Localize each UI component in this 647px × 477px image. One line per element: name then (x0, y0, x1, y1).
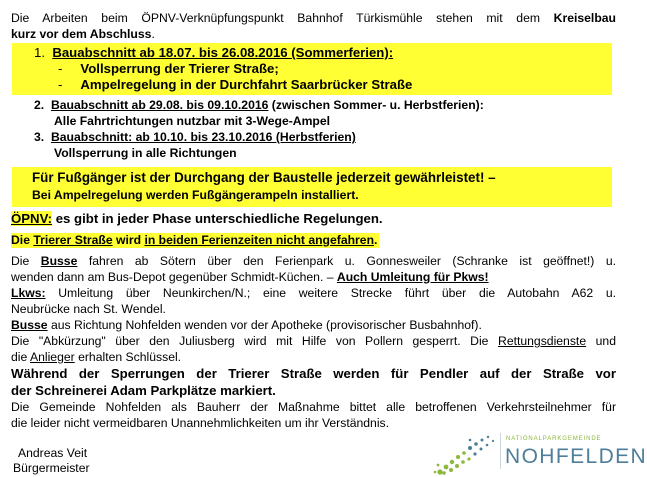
busse-text-1: fahren ab Sötern über den Ferienpark u. Gonnesweiler (Schranke ist geöffnet!) u. (88, 254, 616, 268)
signature-name: Andreas Veit (18, 446, 88, 460)
pkw-detour-note: Auch Umleitung für Pkws! (336, 270, 489, 284)
phase1-item-2 (58, 77, 412, 93)
signature-title: Bürgermeister (13, 461, 90, 475)
phase2-detail: Alle Fahrtrichtungen nutzbar mit 3-Wege-Ampel (54, 114, 331, 128)
intro-line-2 (11, 27, 155, 42)
phase2-title: Bauabschnitt ab 29.08. bis 09.10.2016 (50, 98, 269, 112)
pendler-line-2: der Schreinerei Adam Parkplätze markiert. (11, 383, 276, 398)
phase1-number: 1. (34, 45, 45, 60)
intro-text: Die Arbeiten beim ÖPNV-Verknüpfungspunkt Bahnhof Türkismühle stehen mit dem (11, 11, 554, 25)
phase3-heading (34, 130, 356, 145)
busse-line-1 (11, 254, 616, 269)
lkws-label: Lkws: (11, 286, 46, 300)
abkuerzung-line-1 (11, 334, 616, 349)
phase3-detail: Vollsperrung in alle Richtungen (54, 146, 237, 160)
lkws-line-1 (11, 286, 616, 301)
nohfelden-logo-icon (430, 432, 500, 476)
trierer-street-name: Trierer Straße (33, 233, 113, 247)
pedestrian-line-2: Bei Ampelregelung werden Fußgängerampeln installiert. (32, 188, 359, 202)
busse-nohfelden-line (11, 318, 482, 333)
busse-line-2 (11, 270, 489, 285)
phase2-number: 2. (34, 98, 45, 112)
phase1-item-1 (58, 61, 279, 77)
trierer-period: . (374, 233, 378, 247)
busse-label: Busse (40, 254, 78, 268)
phase2-title-rest: (zwischen Sommer- u. Herbstferien): (268, 98, 484, 112)
abkuerzung-die: die (11, 350, 30, 364)
opnv-label: ÖPNV: (11, 211, 53, 226)
abkuerzung-text-2: erhalten Schlüssel. (74, 350, 182, 364)
opnv-line (11, 211, 383, 227)
logo-tagline: NATIONALPARKGEMEINDE (506, 436, 602, 442)
busse-text-2: wenden dann am Bus-Depot gegenüber Schmidt-Küchen. – (11, 270, 337, 284)
abkuerzung-line-2 (11, 350, 181, 365)
busse-die: Die (11, 254, 30, 268)
opnv-text: es gibt in jeder Phase unterschiedliche Regelungen. (52, 211, 383, 226)
closing-line-2: die leider nicht vermeidbaren Unannehmlichkeiten um ihr Verständnis. (11, 416, 390, 430)
abkuerzung-text-1: Die "Abkürzung" über den Juliusberg wird mit Hilfe von Pollern gesperrt. Die (11, 334, 499, 348)
trierer-not-served: in beiden Ferienzeiten nicht angefahren (144, 233, 375, 247)
intro-bold-kreiselbau: Kreiselbau (553, 11, 616, 25)
trierer-text-1: Die (11, 233, 34, 247)
phase1-title: Bauabschnitt ab 18.07. bis 26.08.2016 (Sommerferien): (52, 45, 394, 60)
phase3-title: Bauabschnitt: ab 10.10. bis 23.10.2016 (Herbstferien) (50, 130, 356, 144)
lkws-text-1: Umleitung über Neunkirchen/N.; eine weitere Strecke führt über die Autobahn A62 u. (45, 286, 616, 300)
phase3-number: 3. (34, 130, 45, 144)
phase1-heading (34, 45, 393, 61)
phase1-item-2-text: Ampelregelung in der Durchfahrt Saarbrücker Straße (80, 77, 413, 92)
rettungsdienste: Rettungsdienste (498, 334, 587, 348)
phase2-heading (34, 98, 484, 113)
closing-line-1: Die Gemeinde Nohfelden als Bauherr der Maßnahme bittet alle betroffenen Verkehrsteilnehmer für (11, 400, 616, 414)
intro-period: . (151, 27, 155, 41)
phase1-item-1-text: Vollsperrung der Trierer Straße; (80, 61, 279, 76)
intro-bold-abschluss: kurz vor dem Abschluss (11, 27, 152, 41)
lkws-line-2: Neubrücke nach St. Wendel. (11, 302, 166, 316)
busse-nohfelden-text: aus Richtung Nohfelden wenden vor der Apotheke (provisorischer Busbahnhof). (47, 318, 482, 332)
pendler-line-1: Während der Sperrungen der Trierer Straße werden für Pendler auf der Straße vor (11, 366, 616, 381)
anlieger: Anlieger (29, 350, 75, 364)
busse-nohfelden-label: Busse (11, 318, 48, 332)
trierer-text-2: wird (112, 233, 145, 247)
trierer-line (11, 233, 379, 248)
bullet-dash: - (58, 77, 63, 92)
logo-divider (500, 433, 501, 469)
bullet-dash: - (58, 61, 63, 76)
pedestrian-line-1: Für Fußgänger ist der Durchgang der Baustelle jederzeit gewährleistet! – (32, 170, 496, 185)
logo-name: NOHFELDEN (505, 445, 647, 468)
abkuerzung-und: und (586, 334, 616, 348)
intro-line-1 (11, 11, 616, 26)
